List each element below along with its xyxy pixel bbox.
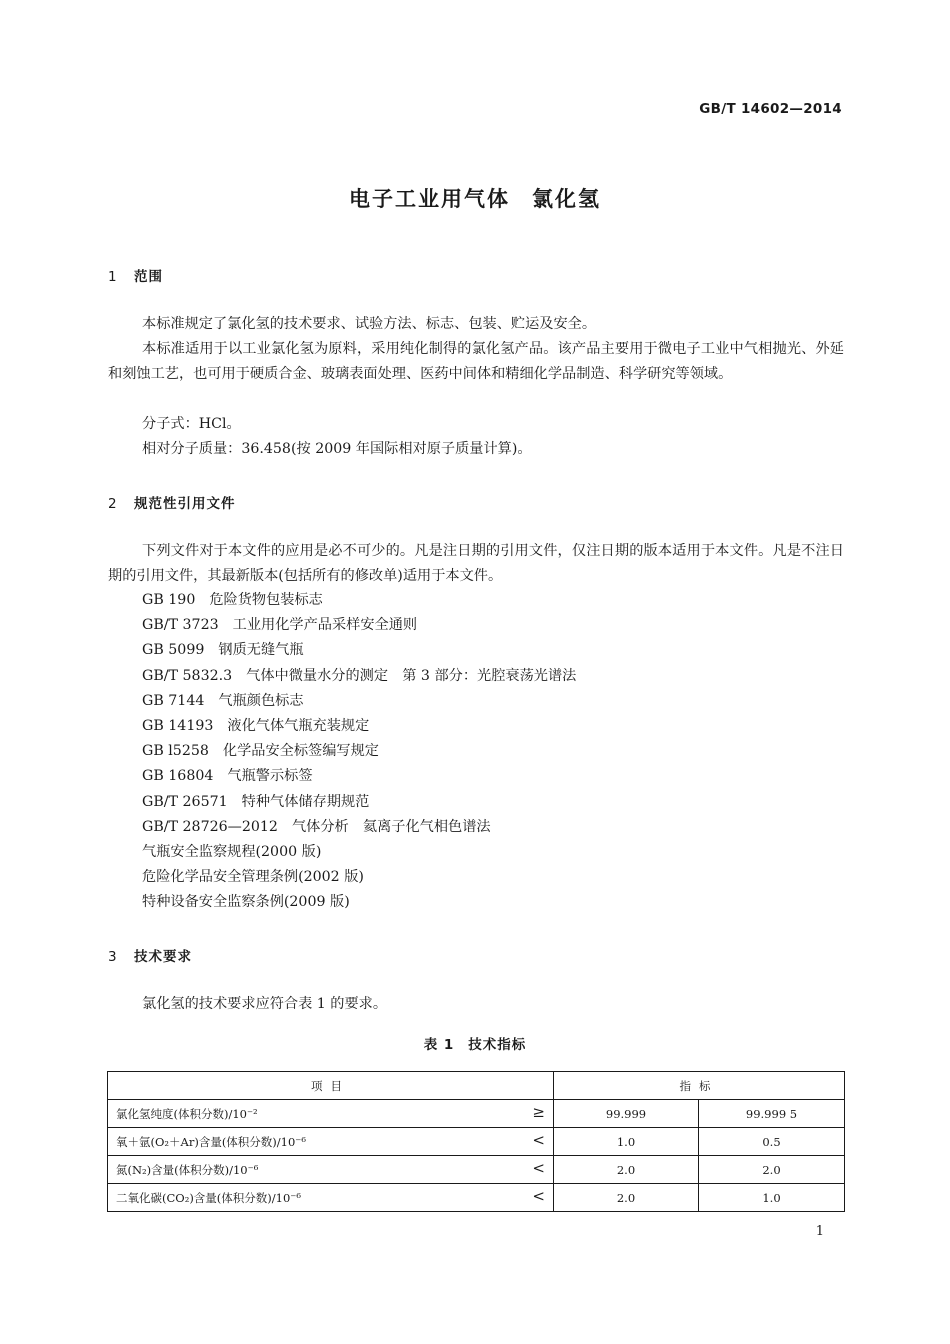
item-label: 氯化氢纯度(体积分数)/10⁻² — [116, 1106, 258, 1121]
comparison-operator: < — [532, 1187, 545, 1205]
reference-code: GB/T 28726—2012 — [142, 818, 278, 835]
row-item — [108, 1156, 554, 1184]
reference-item — [142, 613, 576, 638]
header-index: 指标 — [554, 1072, 845, 1100]
row-value-2: 2.0 — [699, 1156, 845, 1184]
molecular-formula: 分子式：HCl。 — [142, 416, 241, 432]
reference-title: 气瓶警示标签 — [227, 768, 313, 785]
reference-item — [142, 790, 576, 815]
reference-title: 特种气体储存期规范 — [241, 793, 370, 810]
reference-title: 危险货物包装标志 — [209, 592, 323, 608]
row-item — [108, 1128, 554, 1156]
reference-code: GB l5258 — [142, 743, 209, 760]
reference-item — [142, 638, 576, 663]
standard-code: GB/T 14602—2014 — [699, 101, 842, 117]
references-intro: 下列文件对于本文件的应用是必不可少的。凡是注日期的引用文件，仅注日期的版本适用于本文件。凡是不注日期的引用文件，其最新版本(包括所有的修改单)适用于本文件。 — [108, 543, 844, 584]
row-value-1: 99.999 — [554, 1100, 699, 1128]
reference-title: 工业用化学产品采样安全通则 — [232, 617, 418, 634]
reference-item — [142, 815, 576, 840]
section-number: 1 — [108, 269, 118, 285]
reference-title: 气瓶安全监察规程(2000 版) — [142, 843, 322, 860]
section-3-heading — [108, 945, 192, 965]
reference-title: 气体中微量水分的测定 第 3 部分：光腔衰荡光谱法 — [246, 667, 577, 684]
reference-title: 气瓶颜色标志 — [218, 692, 304, 709]
section-number: 3 — [108, 949, 118, 965]
section-1-heading — [108, 265, 163, 285]
reference-title: 液化气体气瓶充装规定 — [227, 717, 370, 734]
reference-title: 危险化学品安全管理条例(2002 版) — [142, 869, 364, 886]
reference-title: 特种设备安全监察条例(2009 版) — [142, 894, 350, 911]
reference-item — [142, 689, 576, 714]
reference-code: GB/T 26571 — [142, 793, 228, 810]
table-row — [108, 1128, 845, 1156]
technical-spec-table — [107, 1071, 845, 1212]
reference-code: GB 16804 — [142, 768, 214, 785]
reference-item — [142, 714, 576, 739]
row-item — [108, 1100, 554, 1128]
table-header-row — [108, 1072, 845, 1100]
section-title: 范围 — [134, 269, 163, 285]
table-row — [108, 1184, 845, 1212]
table-row — [108, 1156, 845, 1184]
molecular-mass: 相对分子质量：36.458(按 2009 年国际相对原子质量计算)。 — [142, 441, 532, 457]
row-value-2: 1.0 — [699, 1184, 845, 1212]
requirements-paragraph: 氯化氢的技术要求应符合表 1 的要求。 — [142, 996, 388, 1012]
row-value-1: 1.0 — [554, 1128, 699, 1156]
reference-code: GB 5099 — [142, 642, 205, 659]
reference-item — [142, 865, 576, 890]
reference-code: GB/T 5832.3 — [142, 667, 233, 684]
reference-item — [142, 890, 576, 915]
reference-code: GB 190 — [142, 592, 196, 608]
item-label: 氧＋氩(O₂＋Ar)含量(体积分数)/10⁻⁶ — [116, 1134, 306, 1149]
item-label: 二氧化碳(CO₂)含量(体积分数)/10⁻⁶ — [116, 1190, 301, 1205]
reference-code: GB/T 3723 — [142, 617, 219, 634]
table-caption — [0, 1033, 950, 1053]
reference-item — [142, 764, 576, 789]
table-row — [108, 1100, 845, 1128]
reference-item — [142, 588, 576, 613]
row-value-2: 0.5 — [699, 1128, 845, 1156]
row-value-1: 2.0 — [554, 1156, 699, 1184]
table-title: 技术指标 — [468, 1037, 527, 1053]
row-value-2: 99.999 5 — [699, 1100, 845, 1128]
comparison-operator: < — [532, 1131, 545, 1149]
reference-title: 气体分析 氦离子化气相色谱法 — [291, 818, 491, 835]
reference-item — [142, 664, 576, 689]
reference-code: GB 7144 — [142, 692, 205, 709]
header-item: 项目 — [108, 1072, 554, 1100]
item-label: 氮(N₂)含量(体积分数)/10⁻⁶ — [116, 1162, 259, 1177]
reference-title: 钢质无缝气瓶 — [218, 642, 304, 659]
reference-list — [142, 588, 576, 915]
table-number: 表 1 — [423, 1037, 455, 1053]
title-part-2: 氯化氢 — [532, 187, 601, 211]
document-title — [0, 183, 950, 213]
title-part-1: 电子工业用气体 — [349, 187, 510, 211]
section-title: 技术要求 — [134, 949, 192, 965]
reference-code: GB 14193 — [142, 717, 214, 734]
row-item — [108, 1184, 554, 1212]
comparison-operator: ≥ — [532, 1103, 545, 1121]
row-value-1: 2.0 — [554, 1184, 699, 1212]
reference-item — [142, 840, 576, 865]
section-number: 2 — [108, 496, 118, 512]
reference-item — [142, 739, 576, 764]
comparison-operator: < — [532, 1159, 545, 1177]
section-title: 规范性引用文件 — [134, 496, 236, 512]
scope-paragraph-1: 本标准规定了氯化氢的技术要求、试验方法、标志、包装、贮运及安全。 — [142, 316, 597, 332]
section-2-heading — [108, 492, 236, 512]
page-number: 1 — [815, 1224, 824, 1239]
scope-paragraph-2: 本标准适用于以工业氯化氢为原料，采用纯化制得的氯化氢产品。该产品主要用于微电子工业中气相抛光、外延和刻蚀工艺，也可用于硬质合金、玻璃表面处理、医药中间体和精细化学品制造、科学研究等领域。 — [108, 341, 844, 382]
reference-title: 化学品安全标签编写规定 — [222, 743, 379, 760]
